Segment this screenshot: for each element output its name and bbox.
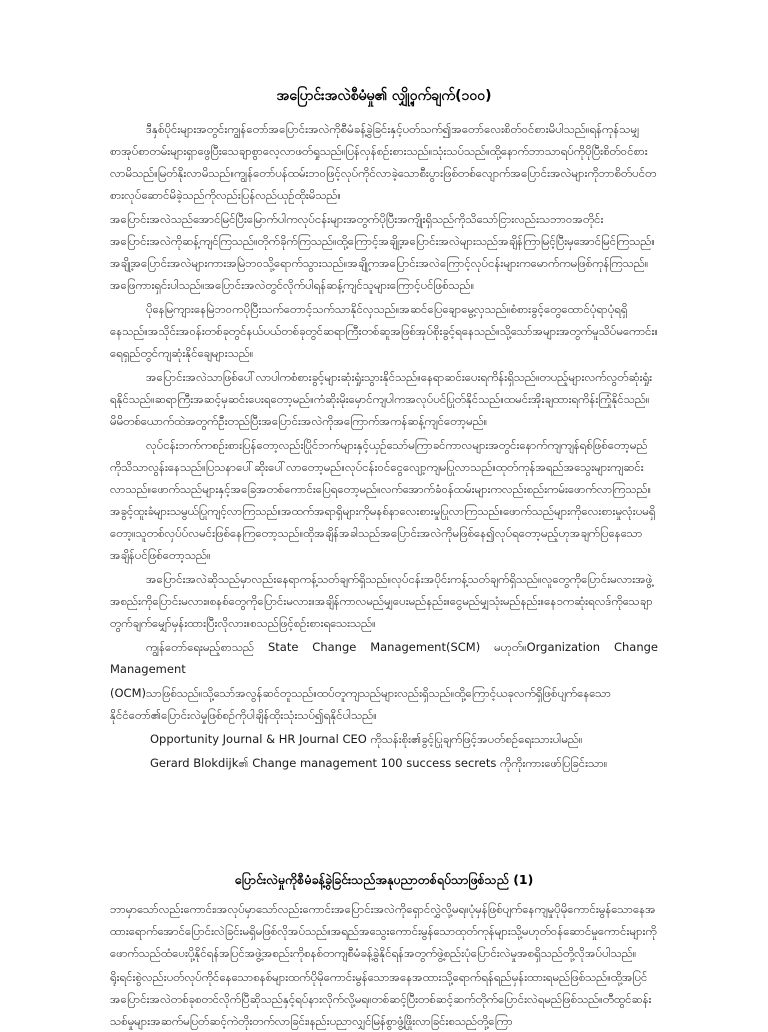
paragraph: အပြောင်းအလဲသာဖြစ်ပေါ်လာပါကစံစားခွင့်များဆုံးရှုံးသွားနိုင်သည်။နေရာဆင်းပေးရကိန်းရှိသည်။တပည့်များလက်လွတ်ဆုံးရှုံးရနိုင်သည်။ဆရာကြီးအဆင့်မှဆင်းပေးရတော့မည်။ကံဆိုးမိုးမှောင်ကျပါကအလုပ်ပင်ပြုတ်နိုင်သည်။ထမင်းအိုးချထားရကိန်းကြုံနိုင်သည်။မိမိတစ်ယောက်ထဲအတွက်ဦးတည်ပြီးအပြောင်းအလဲကိုအကြောက်အကန်ဆန့်ကျင်တော့မည်။ bbox=[110, 370, 653, 428]
paragraph: ဘာမှာသော်လည်းကောင်း၊အလုပ်မှာသော်လည်းကောင်းအပြောင်းအလဲကိုရှောင်လွှဲလို့မရ။ပုံမှန်ဖြစ်ပျက်နေကျမှုပိုမိုကောင်းမွန်သောနေအထားရောက်အောင်ပြောင်းလဲခြင်းမရှိမဖြစ်လိုအပ်သည်။အရည်အသွေးကောင်းမွန်သောထုတ်ကုန်များသို့မဟုတ်ဝန်ဆောင်မှုကောင်းများကိုဖောက်သည်ထံပေးပို့နိုင်ရန်အပြင်အဖွဲ့အစည်းကိုစနစ်တကျစီမံခန့်ခွဲနိုင်ရန်အတွက်ဖွဲ့စည်းပုံပြောင်းလဲမှုအစရှိသည်တို့လိုအပ်ပါသည်။ bbox=[110, 902, 657, 960]
paragraph: ရိုးရင်းစွဲလည်းပတ်လုပ်ကိုင်နေသောစနစ်များထက်ပိုမိုကောင်းမွန်သောအနေအထားသို့ရောက်ရန်ရည်မှန်းထားရမည်ဖြစ်သည်။ထို့အပြင်အပြောင်းအလဲတစ်ခုစတင်လိုက်ပြီဆိုသည်နှင့်ရပ်နားလိုက်လို့မရ။တစ်ဆင့်ပြီးတစ်ဆင့်ဆက်တိုက်ပြောင်းလဲရမည်ဖြစ်သည်။တီထွင်ဆန်းသစ်မှုများအဆက်မပြတ်ဆင့်ကဲတိုးတက်လာခြင်း၊နည်းပညာလျှင်မြန်စွာဖွံ့ဖြိုးလာခြင်းစသည်တို့ကြော bbox=[110, 970, 652, 1028]
paragraph: (OCM)သာဖြစ်သည်။သို့သော်အလွန်ဆင်တူသည်။ထပ်တူကျသည်များလည်းရှိသည်။ထို့ကြောင့်ယခုလက်ရှိဖြစ်ပျက်နေသောနိုင်ငံတော်၏ပြောင်းလဲမှုဖြစ်စဉ်ကိုပါချိန်ထိုးသုံးသပ်၍ရနိုင်ပါသည်။ bbox=[110, 686, 611, 722]
paragraph: ကျွန်တော်ရေးမည့်စာသည် State Change Management(SCM) မဟုတ်။Organization Change Management bbox=[110, 640, 658, 676]
article-title: အပြောင်းအလဲစီမံမှု၏ လျှို့ဝှက်ချက်(၁၀၀) bbox=[276, 88, 492, 104]
paragraph: Gerard Blokdijk၏ Change management 100 success secrets ကိုကိုးကားဖော်ပြခြင်းသာ။ bbox=[150, 756, 608, 770]
paragraph: ပိုနေမြကျားနေမြဲဘဝကပိုပြီးသက်တောင့်သက်သာနိုင်လှသည်။အဆင်ပြေချောမွေ့လှသည်။စံစားခွင့်တွေထောင်ပုံရာပုံရရှိနေသည်။အသိုင်းအဝန်းတစ်ခုတွင်နယ်ပယ်တစ်ခုတွင်ဆရာကြီးတစ်ဆူအဖြစ်အုပ်စိုးခွင့်ရနေသည်။သို့သော်အများအတွက်မူသိပ်မကောင်း။ရေရှည်တွင်ကျဆုံးနိုင်ချေများသည်။ bbox=[110, 302, 658, 360]
paragraph: Opportunity Journal & HR Journal CEO ကိုသန်းစိုး၏ခွင့်ပြုချက်ဖြင့်အပတ်စဉ်ရေးသားပါမည်။ bbox=[150, 732, 583, 746]
paragraph: အပြောင်းအလဲသည်အောင်မြင်ပြီးမြောက်ပါကလုပ်ငန်းများအတွက်ပိုပြီးအကျိုးရှိသည်ကိုသိသော်ငြားလည်းသဘာဝအတိုင်းအပြောင်းအလဲကိုဆန့်ကျင်ကြသည်။တိုက်ခိုက်ကြသည်။ထို့ကြောင့်အချို့အပြောင်းအလဲများသည်အချိန်ကြာမြင့်ပြီးမှအောင်မြင်ကြသည်။အချို့အပြောင်းအလဲများကားအမြဲဘဝသို့ရောက်သွားသည်။အချို့ကအပြောင်းအလဲကြောင့်လုပ်ငန်းများကမောက်ကမဖြစ်ကုန်ကြသည်။အဖြေကားရှင်းပါသည်။အပြောင်းအလဲတွင်လိုက်ပါရန်ဆန့်ကျင်သူများကြောင့်ပင်ဖြစ်သည်။ bbox=[110, 212, 655, 292]
section-title: ပြောင်းလဲမှုကိုစီမံခန့်ခွဲခြင်းသည်အနုပညာတစ်ရပ်သာဖြစ်သည် (1) bbox=[234, 872, 534, 887]
paragraph: အပြောင်းအလဲဆိုသည်မှာလည်းနေရာကန့်သတ်ချက်ရှိသည်။လုပ်ငန်းအပိုင်းကန့်သတ်ချက်ရှိသည်။လူတွေကိုပြောင်းမလားအဖွဲ့အစည်းကိုပြောင်းမလား။စနစ်တွေကိုပြောင်းမလား။အချိန်ကာလမည်မျှပေးမည်နည်း။ငွေမည်မျှသုံးမည်နည်း။နေ၁ကဆုံးရလဒ်ကိုသေချာတွက်ချက်မျှော်မှန်းထားပြီးလိုလား။စသည်ဖြင့်စဉ်းစားရသေးသည်။ bbox=[110, 572, 653, 630]
paragraph: လုပ်ငန်းဘက်ကစဉ်းစားပြန်တော့လည်းပြိုင်ဘက်များနှင့်ယှဉ်သော်မကြာခင်ကာလများအတွင်းနောက်ကျကျန်ရစ်ဖြစ်တော့မည်ကိုသိသာလွန်းနေသည်။ပြသနာပေါ်ဆိုးပေါ်လာတော့မည်။လုပ်ငန်းဝင်ငွေလျော့ကျမပြုလာသည်။ထုတ်ကုန်အရည်အသွေးများကျဆင်းလာသည်။ဖောက်သည်များနှင့်အခြေအတစ်ကောင်းပြေရတော့မည်။လက်အောက်ခံဝန်ထမ်းများကလည်းစည်းကမ်းဖောက်လာကြသည်။အခွင့်ထူးခံများသမွယ်ပြုကျင့်လာကြသည်။အထက်အရာရှိများကိုမနစ်နာလေးစားမှုပြုလာကြသည်။ဖောက်သည်များကိုလေးစားမှုလုံးပမရှိတော့။သူတစ်လှပ်ပ်လမင်းဖြစ်နေကြတော့သည်။ထိုအချိန်အခါသည်အပြောင်းအလဲကိုမဖြစ်နေ၍လုပ်ရတော့မည့်ဟုအချက်ပြနေသောအချိန်ပင်ဖြစ်တော့သည်။ bbox=[110, 438, 656, 562]
paragraph: ဒီနှစ်ပိုင်းများအတွင်းကျွန်တော်အပြောင်းအလဲကိုစီမံခန့်ခွဲခြင်းနှင့်ပတ်သက်၍အတော်လေးစိတ်ဝင်စားမိပါသည်။ရန်ကုန်သမျှစာအုပ်စာတမ်းများရှာဖွေပြီးသေချာစွာလေ့လာဖတ်ရှုသည်။ပြန်လှန်စဉ်းစားသည်။သုံးသပ်သည်။ထို့နောက်ဘာသာရပ်ကိုပိုပြီးစိတ်ဝင်စားလာမိသည်။မြတ်နိုးလာမိသည်။ကျွန်တော်ပန်ထမ်းဘဝဖြင့်လုပ်ကိုင်လာခဲ့သောစီးပွားဖြစ်တစ်လျောက်အပြောင်းအလဲများကိုဘာစိတ်ပင်တစားလုပ်ဆောင်မိခဲ့သည်ကိုလည်းပြန်လည်ယုဉ်ထိုးမိသည်။ bbox=[110, 122, 657, 202]
